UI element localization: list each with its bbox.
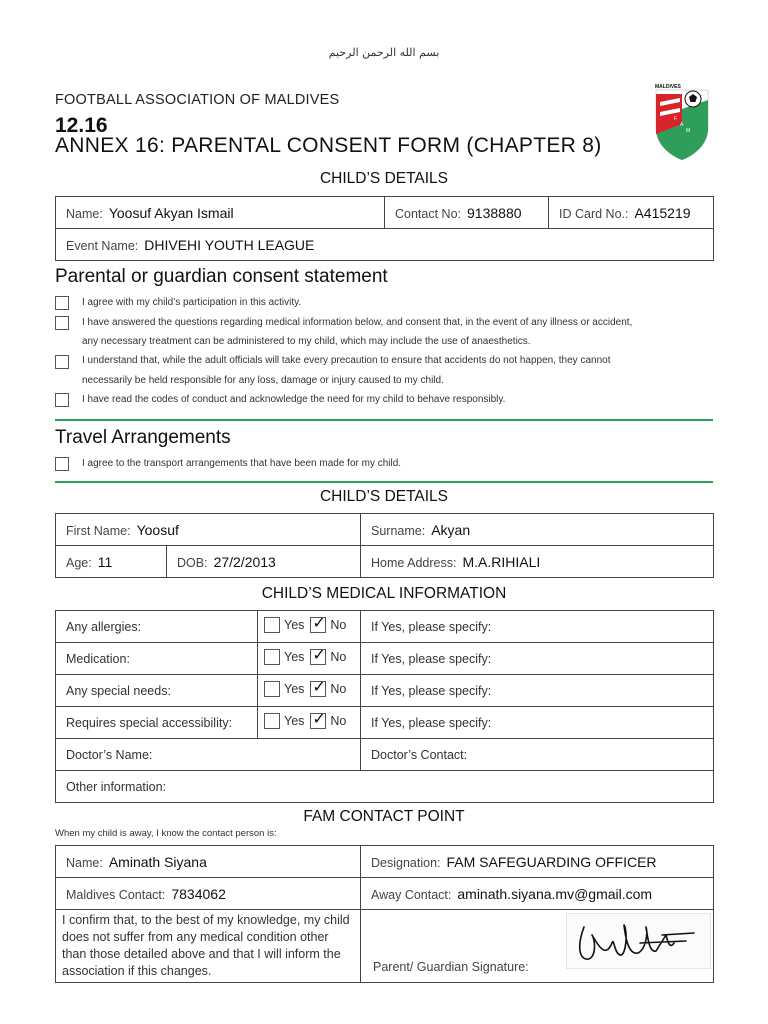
medication-yes-checkbox[interactable] <box>264 649 280 665</box>
travel-heading: Travel Arrangements <box>55 427 231 448</box>
allergies-no-checkbox[interactable] <box>310 613 326 633</box>
medication-label: Medication: <box>56 643 258 675</box>
svg-text:MALDIVES: MALDIVES <box>655 84 681 90</box>
travel-statement: I agree to the transport arrangements that have been made for my child. <box>82 458 402 469</box>
organization-name: FOOTBALL ASSOCIATION OF MALDIVES <box>55 92 340 108</box>
consent-checkbox-3[interactable] <box>55 355 69 369</box>
accessibility-yes-no: Yes ✓ No <box>258 707 361 739</box>
name-cell[interactable]: Name: Yoosuf Akyan Ismail <box>56 197 385 229</box>
special-needs-no-checkbox[interactable] <box>310 677 326 697</box>
checkmark-icon: ✓ <box>312 613 326 632</box>
home-address-cell[interactable]: Home Address: M.A.RIHIALI <box>361 546 714 578</box>
section-number: 12.16 <box>55 114 108 137</box>
consent-statement-4: I have read the codes of conduct and acknowledge the need for my child to behave responsibly. <box>82 394 506 405</box>
special-needs-specify[interactable]: If Yes, please specify: <box>361 675 714 707</box>
consent-checkbox-4[interactable] <box>55 393 69 407</box>
consent-statement-3: I understand that, while the adult officials will take every precaution to ensure that accidents do not happen, they cannot <box>82 355 611 366</box>
checkmark-icon: ✓ <box>312 645 326 664</box>
childs-details-table-2 <box>55 513 714 578</box>
maldives-contact-value: 7834062 <box>171 885 226 902</box>
away-contact-value: aminath.siyana.mv@gmail.com <box>457 885 653 902</box>
medication-yes-no: Yes ✓ No <box>258 643 361 675</box>
accessibility-label: Requires special accessibility: <box>56 707 258 739</box>
childs-details-heading: CHILD’S DETAILS <box>319 170 449 187</box>
svg-text:M: M <box>686 128 691 134</box>
fam-contact-table <box>55 845 714 983</box>
signature-cell[interactable] <box>361 910 714 983</box>
age-value: 11 <box>97 553 113 570</box>
surname-value: Akyan <box>431 521 471 538</box>
away-contact-cell[interactable]: Away Contact: aminath.siyana.mv@gmail.com <box>361 878 714 910</box>
age-cell[interactable]: Age: 11 <box>56 546 167 578</box>
form-title: ANNEX 16: PARENTAL CONSENT FORM (CHAPTER 8) <box>55 134 602 157</box>
contact-cell[interactable]: Contact No: 9138880 <box>385 197 549 229</box>
id-card-value: A415219 <box>634 204 691 221</box>
name-value: Yoosuf Akyan Ismail <box>108 204 234 221</box>
first-name-cell[interactable]: First Name: Yoosuf <box>56 514 361 546</box>
fam-contact-intro: When my child is away, I know the contact person is: <box>55 828 277 839</box>
id-card-cell[interactable]: ID Card No.: A415219 <box>549 197 714 229</box>
checkmark-icon: ✓ <box>312 677 326 696</box>
contact-value: 9138880 <box>467 204 522 221</box>
consent-statement-3-cont: necessarily be held responsible for any loss, damage or injury caused to my child. <box>82 375 444 386</box>
checkmark-icon: ✓ <box>312 709 326 728</box>
fam-name-cell[interactable]: Name: Aminath Siyana <box>56 846 361 878</box>
svg-text:A: A <box>680 122 684 128</box>
medical-heading: CHILD’S MEDICAL INFORMATION <box>261 585 507 602</box>
accessibility-yes-checkbox[interactable] <box>264 713 280 729</box>
event-name-cell[interactable]: Event Name: DHIVEHI YOUTH LEAGUE <box>56 229 714 261</box>
special-needs-yes-no: Yes ✓ No <box>258 675 361 707</box>
surname-cell[interactable]: Surname: Akyan <box>361 514 714 546</box>
childs-details-heading-2: CHILD’S DETAILS <box>319 488 449 505</box>
dob-cell[interactable]: DOB: 27/2/2013 <box>167 546 361 578</box>
maldives-contact-cell[interactable]: Maldives Contact: 7834062 <box>56 878 361 910</box>
allergies-label: Any allergies: <box>56 611 258 643</box>
event-name-value: DHIVEHI YOUTH LEAGUE <box>144 236 315 253</box>
doctor-contact-cell[interactable]: Doctor’s Contact: <box>361 739 714 771</box>
childs-details-table <box>55 196 714 261</box>
consent-statement-1: I agree with my child’s participation in this activity. <box>82 297 302 308</box>
special-needs-label: Any special needs: <box>56 675 258 707</box>
travel-checkbox[interactable] <box>55 457 69 471</box>
divider-green-2 <box>55 481 713 483</box>
consent-checkbox-1[interactable] <box>55 296 69 310</box>
consent-heading: Parental or guardian consent statement <box>55 266 388 287</box>
other-information-cell[interactable]: Other information: <box>56 771 714 803</box>
signature-image <box>566 913 711 969</box>
fam-name-value: Aminath Siyana <box>108 853 207 870</box>
special-needs-yes-checkbox[interactable] <box>264 681 280 697</box>
designation-value: FAM SAFEGUARDING OFFICER <box>446 853 657 870</box>
consent-statement-2: I have answered the questions regarding medical information below, and consent that, in the event of any illness or accident, <box>82 317 633 328</box>
home-address-value: M.A.RIHIALI <box>462 553 541 570</box>
allergies-yes-checkbox[interactable] <box>264 617 280 633</box>
confirmation-statement: I confirm that, to the best of my knowledge, my child does not suffer from any medical condition other than those detailed above and that I will inform the association if this changes. <box>56 910 361 983</box>
fam-logo <box>652 80 712 160</box>
fam-contact-heading: FAM CONTACT POINT <box>303 808 465 825</box>
svg-text:F: F <box>674 116 678 122</box>
divider-green-1 <box>55 419 713 421</box>
accessibility-specify[interactable]: If Yes, please specify: <box>361 707 714 739</box>
medication-specify[interactable]: If Yes, please specify: <box>361 643 714 675</box>
designation-cell[interactable]: Designation: FAM SAFEGUARDING OFFICER <box>361 846 714 878</box>
allergies-specify[interactable]: If Yes, please specify: <box>361 611 714 643</box>
medication-no-checkbox[interactable] <box>310 645 326 665</box>
accessibility-no-checkbox[interactable] <box>310 709 326 729</box>
basmala: بسم الله الرحمن الرحيم <box>328 46 440 59</box>
doctor-name-cell[interactable]: Doctor’s Name: <box>56 739 361 771</box>
medical-table <box>55 610 714 803</box>
first-name-value: Yoosuf <box>136 521 179 538</box>
signature-label: Parent/ Guardian Signature: <box>373 960 529 974</box>
allergies-yes-no: Yes ✓ No <box>258 611 361 643</box>
dob-value: 27/2/2013 <box>213 553 276 570</box>
consent-checkbox-2[interactable] <box>55 316 69 330</box>
consent-statement-2-cont: any necessary treatment can be administered to my child, which may include the use of anaesthetics. <box>82 336 531 347</box>
